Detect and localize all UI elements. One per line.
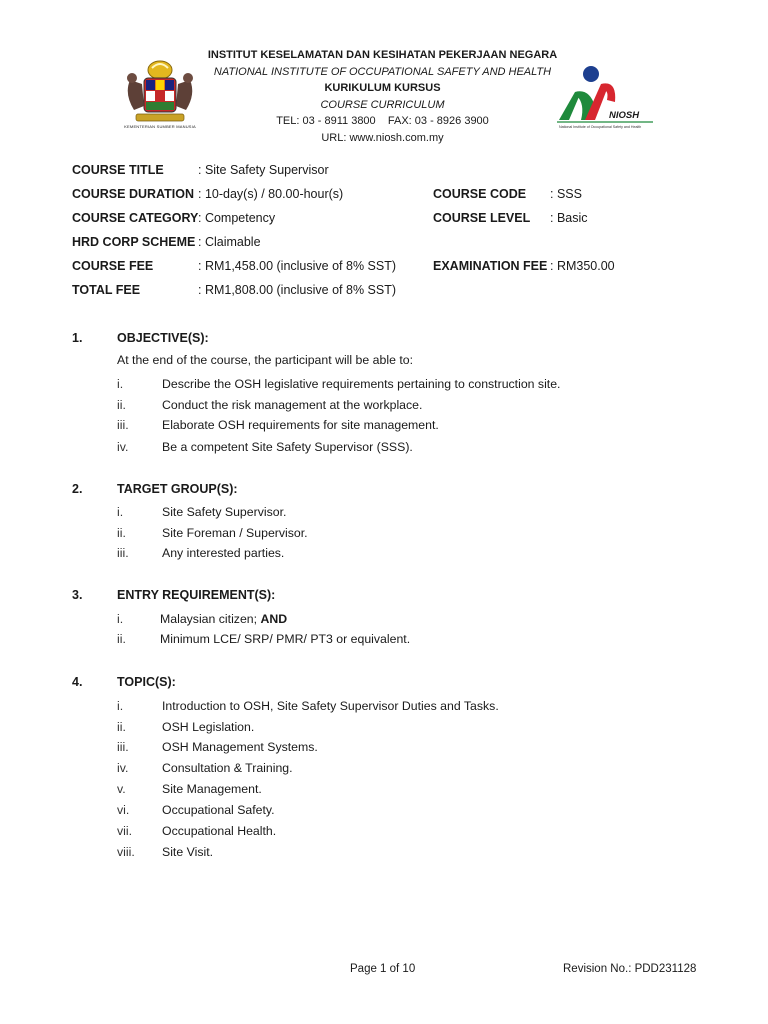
- list-item: OSH Management Systems.: [162, 740, 318, 754]
- list-item: [160, 612, 287, 626]
- section-title: TOPIC(S):: [117, 675, 176, 689]
- list-item-number: ii.: [117, 398, 126, 412]
- total-fee-value: : RM1,808.00 (inclusive of 8% SST): [198, 283, 396, 297]
- course-category-value: : Competency: [198, 211, 276, 225]
- niosh-logo: [555, 62, 655, 134]
- section-intro: At the end of the course, the participant will be able to:: [117, 353, 413, 367]
- section-number: 3.: [72, 588, 83, 602]
- list-item: Occupational Health.: [162, 824, 277, 838]
- list-item-number: i.: [117, 699, 124, 713]
- list-item-number: ii.: [117, 720, 126, 734]
- course-title-label: COURSE TITLE: [72, 163, 164, 177]
- url-line: URL: www.niosh.com.my: [321, 131, 444, 144]
- section-number: 4.: [72, 675, 83, 689]
- course-code-label: COURSE CODE: [433, 187, 527, 201]
- list-item: Site Management.: [162, 782, 262, 796]
- list-item: Minimum LCE/ SRP/ PMR/ PT3 or equivalent.: [160, 632, 411, 646]
- entry-requirement-and: AND: [260, 612, 288, 626]
- revision-number: Revision No.: PDD231128: [563, 963, 697, 975]
- course-category-label: COURSE CATEGORY: [72, 211, 199, 225]
- doc-type-en: COURSE CURRICULUM: [320, 98, 445, 111]
- list-item-number: iv.: [117, 440, 129, 454]
- list-item: Consultation & Training.: [162, 761, 293, 775]
- list-item-number: i.: [117, 377, 124, 391]
- doc-type-my: KURIKULUM KURSUS: [324, 82, 441, 95]
- total-fee-label: TOTAL FEE: [72, 283, 141, 297]
- niosh-logo-text: NIOSH: [609, 110, 640, 121]
- contact-line: TEL: 03 - 8911 3800 FAX: 03 - 8926 3900: [276, 115, 489, 128]
- course-duration-value: : 10-day(s) / 80.00-hour(s): [198, 187, 344, 201]
- section-number: 2.: [72, 482, 83, 496]
- section-title: ENTRY REQUIREMENT(S):: [117, 588, 276, 602]
- niosh-emblem-icon: [555, 62, 655, 134]
- exam-fee-value: : RM350.00: [550, 259, 615, 273]
- list-item: OSH Legislation.: [162, 720, 255, 734]
- list-item-number: iii.: [117, 740, 129, 754]
- exam-fee-label: EXAMINATION FEE: [433, 259, 548, 273]
- list-item-number: ii.: [117, 632, 126, 646]
- list-item-number: vi.: [117, 803, 130, 817]
- list-item: Occupational Safety.: [162, 803, 275, 817]
- hrd-scheme-label: HRD CORP SCHEME: [72, 235, 196, 249]
- section-title: TARGET GROUP(S):: [117, 482, 238, 496]
- course-level-value: : Basic: [550, 211, 588, 225]
- course-fee-value: : RM1,458.00 (inclusive of 8% SST): [198, 259, 396, 273]
- course-level-label: COURSE LEVEL: [433, 211, 531, 225]
- document-header: [180, 47, 585, 147]
- list-item-number: v.: [117, 782, 126, 796]
- list-item-number: iv.: [117, 761, 129, 775]
- list-item: Introduction to OSH, Site Safety Supervisor Duties and Tasks.: [162, 699, 499, 713]
- list-item: Any interested parties.: [162, 546, 285, 560]
- list-item: Elaborate OSH requirements for site management.: [162, 418, 439, 432]
- section-title: OBJECTIVE(S):: [117, 331, 209, 345]
- institute-name-my: INSTITUT KESELAMATAN DAN KESIHATAN PEKERJAAN NEGARA: [207, 49, 558, 61]
- list-item-number: viii.: [117, 845, 135, 859]
- list-item: Describe the OSH legislative requirements pertaining to construction site.: [162, 377, 561, 391]
- list-item-number: i.: [117, 505, 124, 519]
- course-duration-label: COURSE DURATION: [72, 187, 194, 201]
- section-number: 1.: [72, 331, 83, 345]
- course-title-value: : Site Safety Supervisor: [198, 163, 329, 177]
- list-item: Site Safety Supervisor.: [162, 505, 287, 519]
- course-fee-label: COURSE FEE: [72, 259, 154, 273]
- list-item: Site Visit.: [162, 845, 214, 859]
- course-code-value: : SSS: [550, 187, 582, 201]
- crest-caption: KEMENTERIAN SUMBER MANUSIA: [124, 124, 196, 129]
- list-item-number: i.: [117, 612, 124, 626]
- list-item-number: iii.: [117, 546, 129, 560]
- niosh-logo-caption: National Institute of Occupational Safety and Health: [559, 125, 642, 129]
- list-item-number: iii.: [117, 418, 129, 432]
- institute-name-en: NATIONAL INSTITUTE OF OCCUPATIONAL SAFETY AND HEALTH: [213, 65, 552, 78]
- entry-requirement-text: Malaysian citizen;: [160, 612, 261, 626]
- list-item: Conduct the risk management at the workplace.: [162, 398, 423, 412]
- hrd-scheme-value: : Claimable: [198, 235, 261, 249]
- page-number: Page 1 of 10: [350, 963, 416, 975]
- list-item-number: ii.: [117, 526, 126, 540]
- list-item: Site Foreman / Supervisor.: [162, 526, 308, 540]
- list-item-number: vii.: [117, 824, 133, 838]
- list-item: Be a competent Site Safety Supervisor (SSS).: [162, 440, 413, 454]
